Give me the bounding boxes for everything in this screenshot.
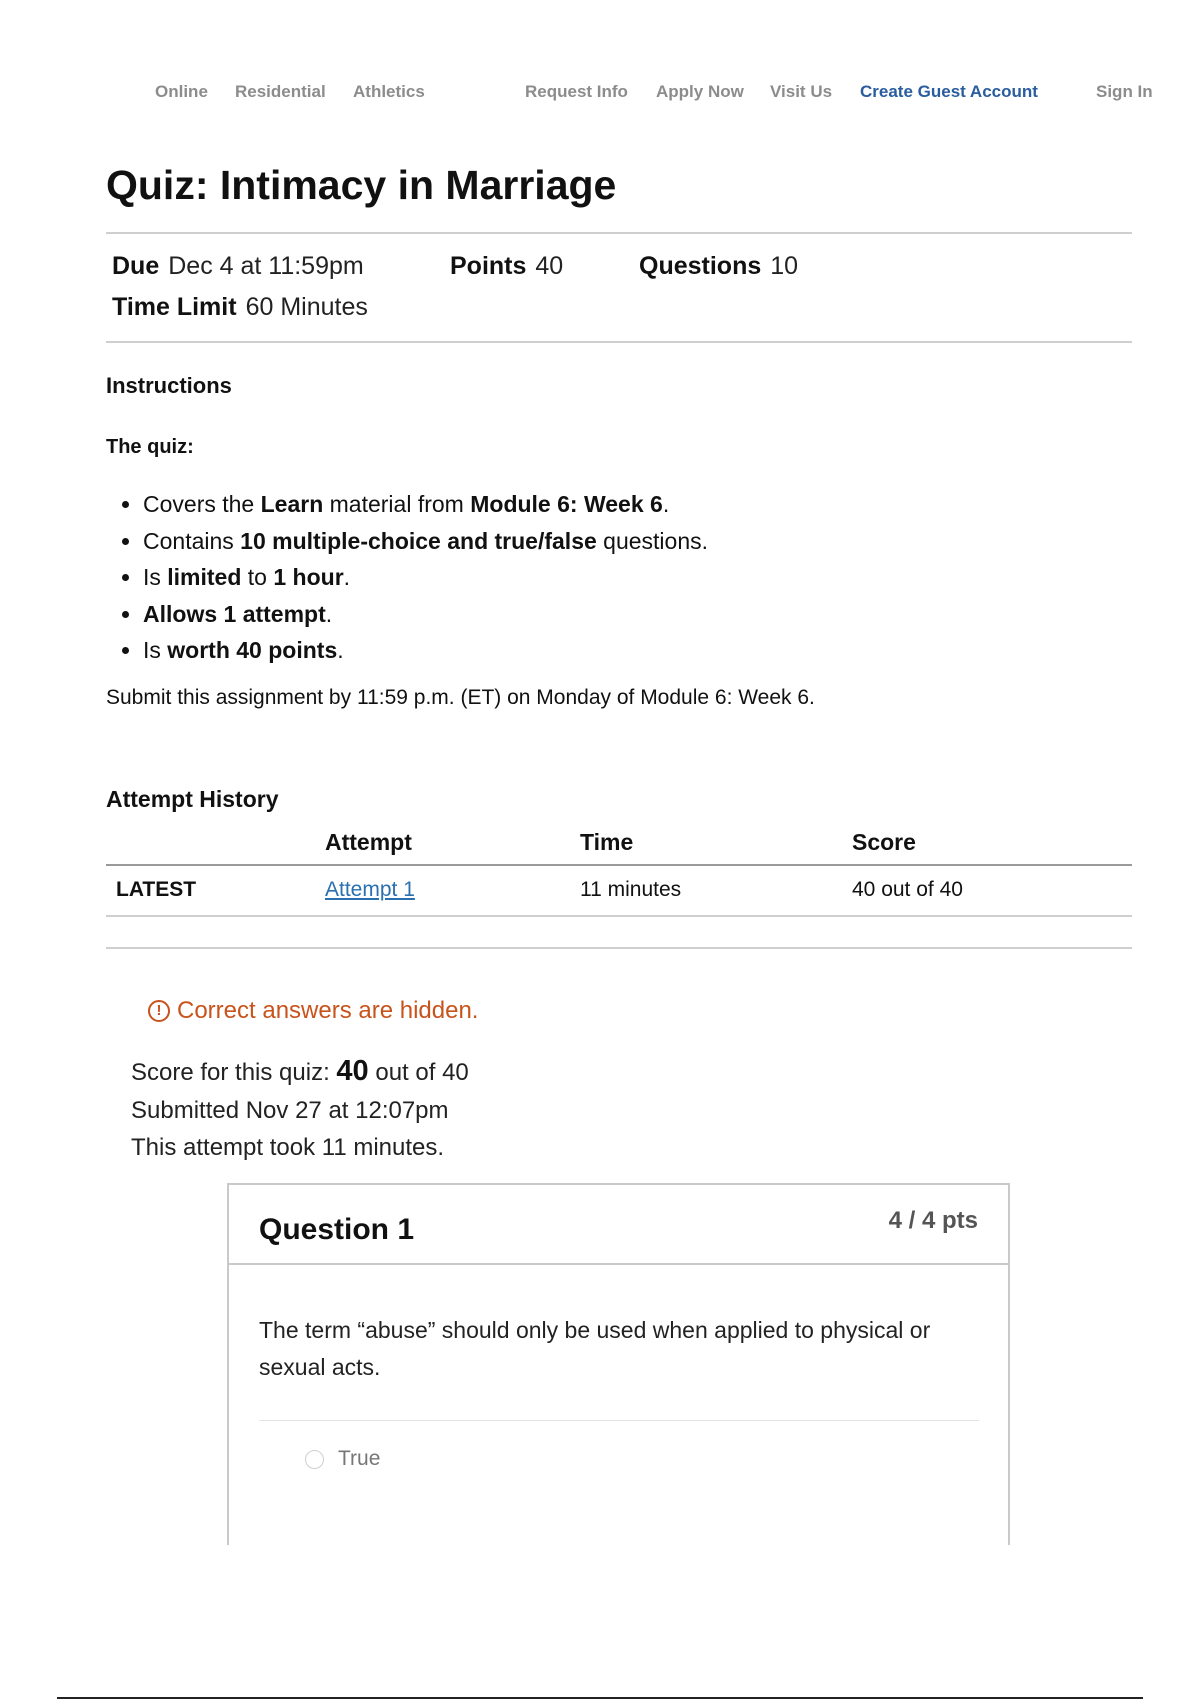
submit-note: Submit this assignment by 11:59 p.m. (ET) on Monday of Module 6: Week 6. [106, 686, 815, 709]
column-header-attempt: Attempt [325, 829, 412, 855]
attempt-cell [325, 878, 415, 902]
nav-athletics[interactable]: Athletics [353, 82, 425, 101]
list-item [143, 596, 1043, 633]
question-card [227, 1183, 1010, 1545]
bullet-text: Covers the [143, 491, 261, 517]
nav-visit-us[interactable]: Visit Us [770, 82, 833, 101]
table-header-divider [106, 864, 1132, 866]
bullet-strong: Module 6: Week 6 [470, 491, 663, 517]
bullet-strong: Allows 1 attempt [143, 600, 326, 627]
attempt-1-link[interactable]: Attempt 1 [325, 878, 415, 901]
instructions-heading: Instructions [106, 373, 232, 398]
title-divider [106, 232, 1132, 234]
quiz-label: The quiz: [106, 436, 194, 458]
list-item [143, 632, 1043, 669]
quiz-score [131, 1055, 469, 1088]
list-item [143, 559, 1043, 596]
time-limit-value: 60 Minutes [245, 293, 368, 321]
page-title: Quiz: Intimacy in Marriage [106, 162, 617, 208]
time-limit [112, 293, 368, 322]
bullet-text: . [343, 564, 351, 590]
bullet-strong: 10 multiple-choice and true/false [240, 527, 597, 554]
question-count [639, 252, 798, 281]
score-value: 40 [336, 1055, 369, 1087]
list-item [143, 486, 1043, 523]
column-header-score: Score [852, 829, 916, 855]
bullet-text: . [325, 600, 333, 627]
latest-label: LATEST [116, 878, 197, 901]
bullet-text: . [337, 637, 344, 663]
attempt-duration: This attempt took 11 minutes. [131, 1134, 445, 1161]
points-label: Points [450, 252, 527, 280]
bullet-strong: Learn [260, 491, 324, 517]
time-cell: 11 minutes [580, 878, 682, 901]
list-item [143, 523, 1043, 560]
score-suffix: out of 40 [368, 1059, 469, 1086]
bullet-text: Contains [143, 527, 241, 554]
question-header [229, 1185, 1008, 1265]
nav-sign-in[interactable]: Sign In [1096, 82, 1153, 101]
warning-icon: ! [148, 1000, 170, 1022]
bullet-text: to [241, 564, 274, 590]
score-cell: 40 out of 40 [852, 878, 963, 901]
question-title: Question 1 [259, 1213, 415, 1246]
bullet-strong: limited [167, 564, 242, 590]
nav-request-info[interactable]: Request Info [525, 82, 628, 101]
radio-icon[interactable] [305, 1450, 324, 1469]
time-limit-label: Time Limit [112, 293, 237, 321]
meta-divider [106, 341, 1132, 343]
nav-create-guest-account[interactable]: Create Guest Account [860, 82, 1038, 101]
answer-option-true[interactable] [305, 1447, 380, 1471]
nav-apply-now[interactable]: Apply Now [656, 82, 744, 101]
hidden-notice-text: Correct answers are hidden. [177, 997, 479, 1024]
due-date [112, 252, 364, 281]
nav-online[interactable]: Online [155, 82, 208, 101]
bullet-text: Is [143, 637, 168, 663]
score-label: Score for this quiz: [131, 1059, 337, 1086]
option-label: True [338, 1447, 381, 1470]
questions-value: 10 [770, 252, 799, 280]
bullet-text: questions. [596, 527, 709, 554]
due-value: Dec 4 at 11:59pm [168, 252, 364, 280]
bullet-text: material from [323, 491, 471, 517]
nav-residential[interactable]: Residential [235, 82, 326, 101]
section-divider [106, 947, 1132, 949]
question-points: 4 / 4 pts [888, 1207, 978, 1234]
points-value: 40 [535, 252, 564, 280]
bullet-strong: worth 40 points [167, 637, 338, 663]
points [450, 252, 563, 281]
instructions-list [106, 486, 1043, 669]
table-bottom-divider [106, 915, 1132, 917]
answers-hidden-notice [148, 997, 478, 1025]
question-text: The term “abuse” should only be used when applied to physical or sexual acts. [259, 1317, 931, 1380]
top-navigation [0, 82, 1200, 106]
column-header-time: Time [580, 829, 634, 855]
bullet-text: Is [143, 564, 168, 590]
bullet-strong: 1 hour [273, 564, 344, 590]
question-divider [259, 1420, 979, 1421]
attempt-history-heading: Attempt History [106, 786, 279, 812]
page-bottom-rule [57, 1697, 1143, 1699]
due-label: Due [112, 252, 160, 280]
questions-label: Questions [639, 252, 762, 280]
submitted-time: Submitted Nov 27 at 12:07pm [131, 1097, 449, 1124]
bullet-text: . [662, 491, 670, 517]
